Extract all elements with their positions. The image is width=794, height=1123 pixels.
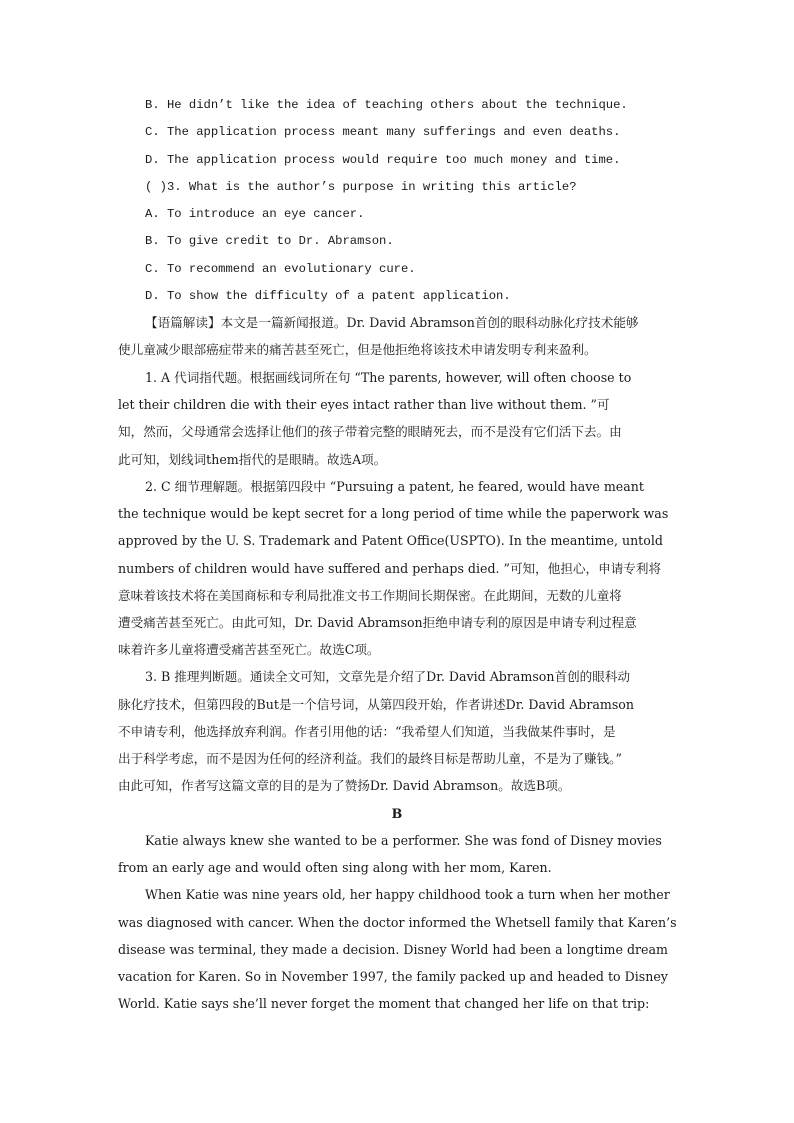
option-q2-c: C. The application process meant many sufferings and even deaths. xyxy=(145,125,621,139)
analysis-line: 知，然而，父母通常会选择让他们的孩子带着完整的眼睛死去，而不是没有它们活下去。由 xyxy=(118,424,622,439)
analysis-line: 3. B 推理判断题。通读全文可知，文章先是介绍了Dr. David Abramson首创的眼科动 xyxy=(145,669,631,684)
analysis-line: numbers of children would have suffered and perhaps died. ”可知，他担心，申请专利将 xyxy=(118,561,662,576)
option-q2-d: D. The application process would require too much money and time. xyxy=(145,153,621,167)
passage-line: was diagnosed with cancer. When the doctor informed the Whetsell family that Karen’s xyxy=(118,915,677,930)
analysis-line: 1. A 代词指代题。根据画线词所在句 “The parents, however, will often choose to xyxy=(145,370,632,385)
analysis-line: 由此可知，作者写这篇文章的目的是为了赞扬Dr. David Abramson。故选B项。 xyxy=(118,778,571,793)
analysis-line: 使儿童减少眼部癌症带来的痛苦甚至死亡，但是他拒绝将该技术申请发明专利来盈利。 xyxy=(118,342,597,357)
question-3: ( )3. What is the author’s purpose in writing this article? xyxy=(145,180,577,194)
analysis-line: 此可知，划线词them指代的是眼睛。故选A项。 xyxy=(118,452,387,467)
analysis-line: 【语篇解读】本文是一篇新闻报道。Dr. David Abramson首创的眼科动脉化疗技术能够 xyxy=(145,315,639,330)
analysis-line: the technique would be kept secret for a long period of time while the paperwork was xyxy=(118,506,669,521)
analysis-line: let their children die with their eyes intact rather than live without them. ”可 xyxy=(118,397,610,412)
analysis-line: 遭受痛苦甚至死亡。由此可知，Dr. David Abramson拒绝申请专利的原因是申请专利过程意 xyxy=(118,615,637,630)
option-q2-b: B. He didn’t like the idea of teaching others about the technique. xyxy=(145,98,628,112)
passage-line: Katie always knew she wanted to be a performer. She was fond of Disney movies xyxy=(145,833,662,848)
passage-line: When Katie was nine years old, her happy childhood took a turn when her mother xyxy=(145,887,670,902)
option-q3-b: B. To give credit to Dr. Abramson. xyxy=(145,234,394,248)
option-q3-c: C. To recommend an evolutionary cure. xyxy=(145,262,416,276)
passage-line: vacation for Karen. So in November 1997, the family packed up and headed to Disney xyxy=(118,969,668,984)
analysis-line: 出于科学考虑，而不是因为任何的经济利益。我们的最终目标是帮助儿童，不是为了赚钱。” xyxy=(118,751,622,766)
analysis-line: 不申请专利，他选择放弃利润。作者引用他的话：“我希望人们知道，当我做某件事时，是 xyxy=(118,724,616,739)
analysis-line: approved by the U. S. Trademark and Patent Office(USPTO). In the meantime, untold xyxy=(118,533,663,548)
analysis-line: 2. C 细节理解题。根据第四段中 “Pursuing a patent, he feared, would have meant xyxy=(145,479,644,494)
passage-line: from an early age and would often sing along with her mom, Karen. xyxy=(118,860,552,875)
analysis-line: 脉化疗技术，但第四段的But是一个信号词，从第四段开始，作者讲述Dr. David Abramson xyxy=(118,697,634,712)
analysis-line: 意味着该技术将在美国商标和专利局批准文书工作期间长期保密。在此期间，无数的儿童将 xyxy=(118,588,622,603)
option-q3-d: D. To show the difficulty of a patent application. xyxy=(145,289,511,303)
analysis-line: 味着许多儿童将遭受痛苦甚至死亡。故选C项。 xyxy=(118,642,380,657)
section-heading: B xyxy=(391,806,403,821)
passage-line: World. Katie says she’ll never forget the moment that changed her life on that trip: xyxy=(118,996,650,1011)
option-q3-a: A. To introduce an eye cancer. xyxy=(145,207,365,221)
passage-line: disease was terminal, they made a decision. Disney World had been a longtime dream xyxy=(118,942,668,957)
